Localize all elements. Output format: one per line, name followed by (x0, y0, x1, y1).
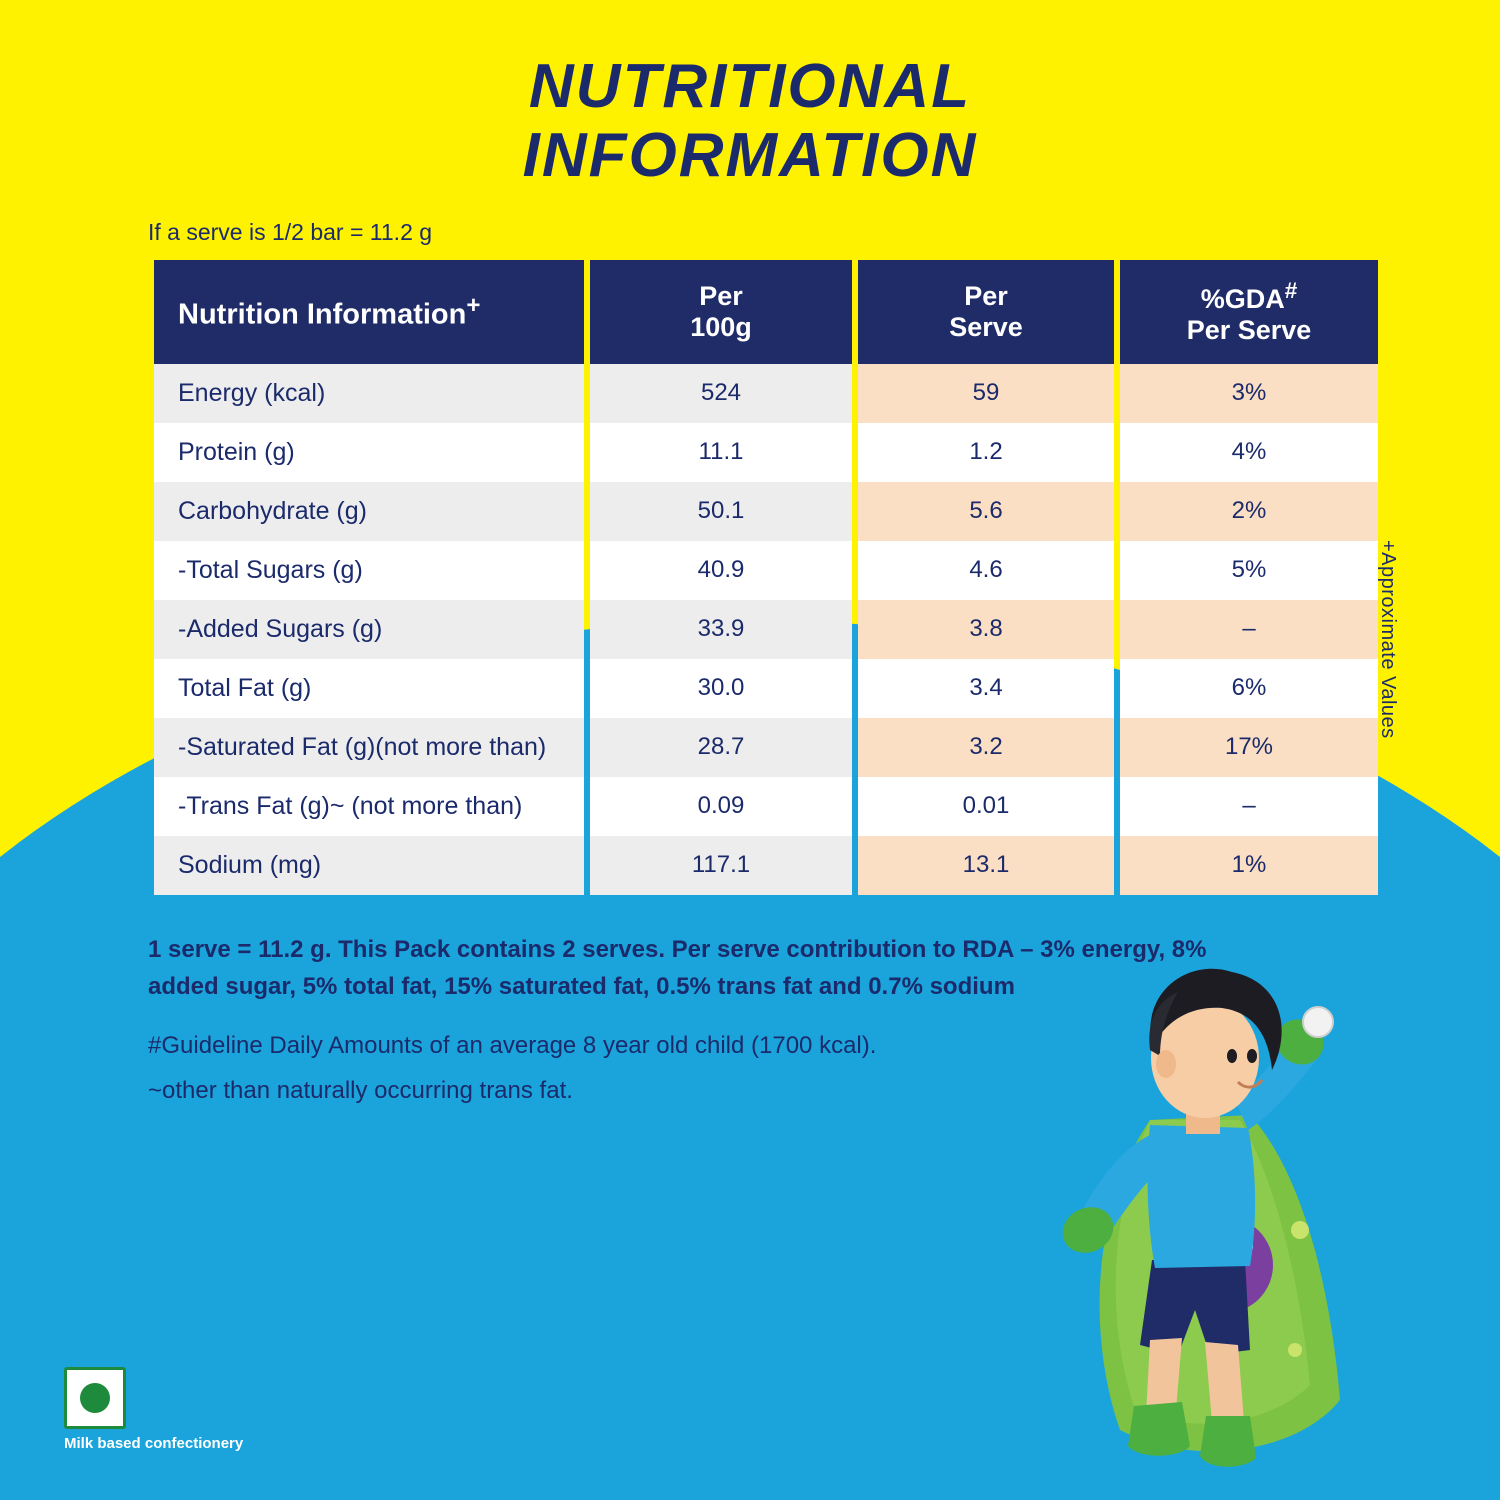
page-title-line2: INFORMATION (522, 121, 978, 191)
row-gda: 4% (1120, 423, 1378, 482)
row-perserve: 1.2 (858, 423, 1114, 482)
page-title (0, 0, 1500, 191)
row-label: Sodium (mg) (154, 836, 584, 895)
approximate-values-note: +Approximate Values (1377, 540, 1399, 739)
green-dot-icon (64, 1367, 126, 1429)
shirt (1148, 1125, 1256, 1268)
table-row (154, 423, 1378, 482)
right-boot (1200, 1416, 1256, 1467)
row-per100: 50.1 (590, 482, 852, 541)
cape-dot (1291, 1221, 1309, 1239)
veg-mark-caption: Milk based confectionery (64, 1435, 244, 1452)
row-per100: 11.1 (590, 423, 852, 482)
header-per-serve (858, 260, 1114, 364)
row-per100: 33.9 (590, 600, 852, 659)
row-per100: 40.9 (590, 541, 852, 600)
row-label: Carbohydrate (g) (154, 482, 584, 541)
header-gda-text: %GDA (1200, 283, 1285, 314)
header-per-100g-line1: Per (699, 280, 743, 311)
footnote-gda: #Guideline Daily Amounts of an average 8 year old child (1700 kcal). (148, 1032, 877, 1060)
table-row (154, 836, 1378, 895)
header-nutrition-information-text: Nutrition Information (178, 298, 467, 331)
row-per100: 30.0 (590, 659, 852, 718)
row-gda: – (1120, 600, 1378, 659)
row-per100: 524 (590, 364, 852, 423)
table-row (154, 777, 1378, 836)
row-perserve: 59 (858, 364, 1114, 423)
eye (1227, 1049, 1237, 1063)
page-title-line1: NUTRITIONAL (528, 52, 972, 121)
header-gda-line1 (1130, 278, 1368, 315)
serve-size-note: If a serve is 1/2 bar = 11.2 g (148, 218, 433, 245)
header-nutrition-sup: + (466, 292, 481, 320)
row-gda: 17% (1120, 718, 1378, 777)
row-per100: 0.09 (590, 777, 852, 836)
row-label: -Added Sugars (g) (154, 600, 584, 659)
row-gda: 2% (1120, 482, 1378, 541)
row-perserve: 13.1 (858, 836, 1114, 895)
row-perserve: 5.6 (858, 482, 1114, 541)
row-gda: 6% (1120, 659, 1378, 718)
cape-dot (1288, 1343, 1302, 1357)
table-row (154, 364, 1378, 423)
row-gda: 1% (1120, 836, 1378, 895)
header-gda-per-serve (1120, 260, 1378, 364)
row-label: Total Fat (g) (154, 659, 584, 718)
ball-icon (1303, 1007, 1333, 1037)
table-row (154, 718, 1378, 777)
header-per-100g (590, 260, 852, 364)
row-label: Energy (kcal) (154, 364, 584, 423)
footnote-serves: 1 serve = 11.2 g. This Pack contains 2 serves. Per serve contribution to RDA – 3% energy, 8% added sugar, 5% total fat, 15% saturated fat, 0.5% trans fat and 0.7% sodium (148, 935, 1207, 1001)
row-per100: 28.7 (590, 718, 852, 777)
row-gda: 5% (1120, 541, 1378, 600)
row-gda: – (1120, 777, 1378, 836)
footnote-trans-fat: ~other than naturally occurring trans fat. (148, 1077, 573, 1105)
row-perserve: 4.6 (858, 541, 1114, 600)
row-perserve: 3.8 (858, 600, 1114, 659)
nutrition-table-body (154, 364, 1378, 895)
header-per-serve-line1: Per (964, 280, 1008, 311)
table-row (154, 482, 1378, 541)
green-dot-inner (80, 1383, 110, 1413)
row-label: -Saturated Fat (g)(not more than) (154, 718, 584, 777)
row-perserve: 3.2 (858, 718, 1114, 777)
nutrition-table (148, 260, 1384, 895)
row-perserve: 3.4 (858, 659, 1114, 718)
eye (1247, 1049, 1257, 1063)
row-per100: 117.1 (590, 836, 852, 895)
veg-mark (64, 1367, 243, 1452)
header-nutrition-information (154, 260, 584, 364)
header-per-serve-line2: Serve (949, 311, 1023, 342)
table-header-row (154, 260, 1378, 364)
row-label: Protein (g) (154, 423, 584, 482)
header-gda-sup: # (1284, 277, 1298, 303)
header-per-100g-line2: 100g (690, 311, 752, 342)
table-row (154, 541, 1378, 600)
row-perserve: 0.01 (858, 777, 1114, 836)
header-gda-line2: Per Serve (1186, 314, 1312, 345)
table-row (154, 659, 1378, 718)
row-label: -Trans Fat (g)~ (not more than) (154, 777, 584, 836)
row-label: -Total Sugars (g) (154, 541, 584, 600)
superhero-boy-illustration (1000, 930, 1430, 1490)
row-gda: 3% (1120, 364, 1378, 423)
table-row (154, 600, 1378, 659)
left-boot (1128, 1402, 1190, 1456)
ear (1156, 1050, 1176, 1078)
